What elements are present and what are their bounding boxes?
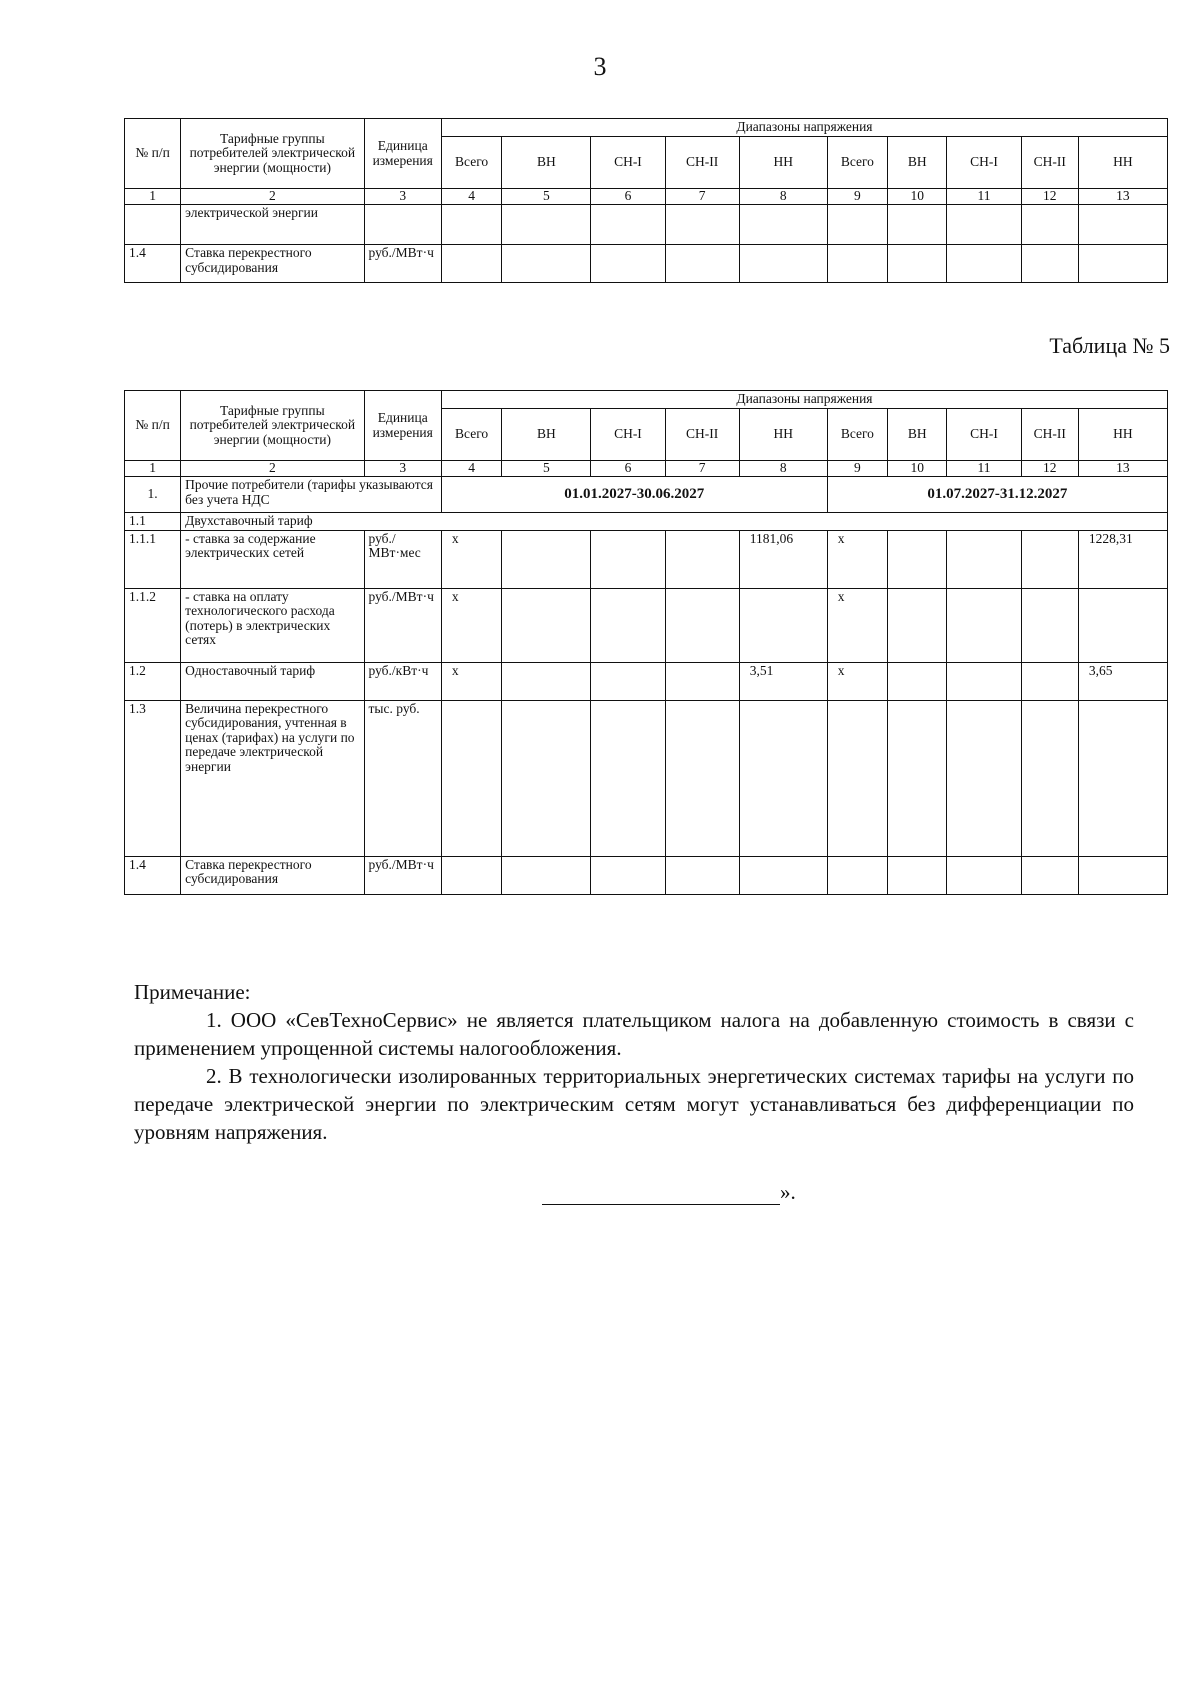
subsection-name: Двухставочный тариф xyxy=(181,513,1168,531)
cell xyxy=(591,700,665,856)
cell xyxy=(502,856,591,894)
column-index: 7 xyxy=(665,189,739,205)
header-col: СН-I xyxy=(947,409,1021,461)
row-unit: руб./МВт·мес xyxy=(364,530,441,588)
subsection-num: 1.1 xyxy=(125,513,181,531)
column-index: 2 xyxy=(181,461,364,477)
row-num: 1.2 xyxy=(125,662,181,700)
row-num: 1.4 xyxy=(125,245,181,283)
header-col: ВН xyxy=(888,137,947,189)
cell: х xyxy=(441,588,501,662)
column-index: 12 xyxy=(1021,189,1078,205)
tariff-table-5 xyxy=(124,390,1168,895)
row-unit: руб./МВт·ч xyxy=(364,856,441,894)
cell xyxy=(441,700,501,856)
cell xyxy=(502,530,591,588)
note-item: 2. В технологически изолированных территориальных энергетических системах тарифы на услуги по передаче электрической энергии по электрическим сетям могут устанавливаться без дифференциации по уровням напряжения. xyxy=(134,1064,1134,1144)
cell xyxy=(665,588,739,662)
header-ranges: Диапазоны напряжения xyxy=(441,119,1167,137)
header-col: ВН xyxy=(502,409,591,461)
table-body xyxy=(125,477,1168,895)
column-index: 11 xyxy=(947,461,1021,477)
cell: х xyxy=(441,662,501,700)
column-index: 5 xyxy=(502,461,591,477)
cell xyxy=(1078,700,1167,856)
section-name: Прочие потребители (тарифы указываются без учета НДС xyxy=(181,477,442,513)
cell xyxy=(739,588,827,662)
column-index: 8 xyxy=(739,189,827,205)
column-index: 1 xyxy=(125,189,181,205)
cell: 1228,31 xyxy=(1078,530,1167,588)
row-num: 1.1.1 xyxy=(125,530,181,588)
column-index: 10 xyxy=(888,189,947,205)
column-index: 5 xyxy=(502,189,591,205)
header-col: СН-II xyxy=(1021,137,1078,189)
column-index: 7 xyxy=(665,461,739,477)
cell xyxy=(665,530,739,588)
cell: х xyxy=(827,662,887,700)
subsection-row xyxy=(125,513,1168,531)
table-row xyxy=(125,205,1168,245)
cell: х xyxy=(827,530,887,588)
row-num xyxy=(125,205,181,245)
header-num: № п/п xyxy=(125,119,181,189)
table-row xyxy=(125,700,1168,856)
closing-mark xyxy=(542,1180,796,1205)
period-first-half: 01.01.2027-30.06.2027 xyxy=(441,477,827,513)
column-index: 11 xyxy=(947,189,1021,205)
cell xyxy=(888,856,947,894)
header-col: Всего xyxy=(441,137,501,189)
column-index: 12 xyxy=(1021,461,1078,477)
cell xyxy=(888,700,947,856)
column-index: 6 xyxy=(591,189,665,205)
column-index: 13 xyxy=(1078,461,1167,477)
header-col: НН xyxy=(739,137,827,189)
cell: х xyxy=(827,588,887,662)
column-index: 9 xyxy=(827,461,887,477)
cell xyxy=(888,662,947,700)
cell xyxy=(441,856,501,894)
row-name: - ставка за содержание электрических сетей xyxy=(181,530,364,588)
header-col: Всего xyxy=(827,409,887,461)
cell xyxy=(947,530,1021,588)
row-name: электрической энергии xyxy=(181,205,364,245)
cell xyxy=(888,588,947,662)
header-group: Тарифные группы потребителей электрической энергии (мощности) xyxy=(181,391,364,461)
closing-quote: ». xyxy=(780,1180,796,1204)
cell xyxy=(1021,700,1078,856)
cell xyxy=(1021,530,1078,588)
header-col: Всего xyxy=(441,409,501,461)
header-col: СН-I xyxy=(947,137,1021,189)
column-index: 10 xyxy=(888,461,947,477)
cell xyxy=(502,700,591,856)
row-unit: тыс. руб. xyxy=(364,700,441,856)
header-block xyxy=(125,391,1168,477)
header-block xyxy=(125,119,1168,205)
column-index: 1 xyxy=(125,461,181,477)
tariff-table-continued xyxy=(124,118,1168,283)
cell: х xyxy=(441,530,501,588)
cell xyxy=(591,588,665,662)
row-num: 1.4 xyxy=(125,856,181,894)
section-num: 1. xyxy=(125,477,181,513)
column-index: 8 xyxy=(739,461,827,477)
column-index: 6 xyxy=(591,461,665,477)
row-unit xyxy=(364,205,441,245)
period-second-half: 01.07.2027-31.12.2027 xyxy=(827,477,1167,513)
cell xyxy=(665,700,739,856)
cell xyxy=(947,700,1021,856)
header-col: Всего xyxy=(827,137,887,189)
table-row xyxy=(125,245,1168,283)
table-body xyxy=(125,205,1168,283)
header-num: № п/п xyxy=(125,391,181,461)
column-index: 4 xyxy=(441,189,501,205)
header-col: ВН xyxy=(502,137,591,189)
table-row xyxy=(125,662,1168,700)
header-col: ВН xyxy=(888,409,947,461)
header-col: НН xyxy=(739,409,827,461)
cell xyxy=(947,856,1021,894)
column-index: 4 xyxy=(441,461,501,477)
cell xyxy=(502,662,591,700)
cell xyxy=(591,530,665,588)
cell xyxy=(1078,856,1167,894)
header-col: СН-II xyxy=(1021,409,1078,461)
column-index: 9 xyxy=(827,189,887,205)
cell: 3,51 xyxy=(739,662,827,700)
cell xyxy=(665,856,739,894)
header-group: Тарифные группы потребителей электрической энергии (мощности) xyxy=(181,119,364,189)
table-caption: Таблица № 5 xyxy=(1049,333,1170,358)
table-row xyxy=(125,856,1168,894)
signature-line xyxy=(542,1182,780,1205)
header-unit: Единица измерения xyxy=(364,391,441,461)
column-index: 3 xyxy=(364,461,441,477)
column-index: 2 xyxy=(181,189,364,205)
cell xyxy=(1021,662,1078,700)
row-num: 1.3 xyxy=(125,700,181,856)
header-ranges: Диапазоны напряжения xyxy=(441,391,1167,409)
header-col: НН xyxy=(1078,409,1167,461)
cell xyxy=(1078,588,1167,662)
cell xyxy=(665,662,739,700)
notes-block xyxy=(134,978,1134,1146)
header-col: СН-I xyxy=(591,137,665,189)
cell xyxy=(827,700,887,856)
row-name: Одноставочный тариф xyxy=(181,662,364,700)
header-col: СН-I xyxy=(591,409,665,461)
cell xyxy=(947,588,1021,662)
cell xyxy=(591,662,665,700)
notes-title: Примечание: xyxy=(134,980,251,1004)
cell xyxy=(502,588,591,662)
cell xyxy=(591,856,665,894)
column-index: 3 xyxy=(364,189,441,205)
header-unit: Единица измерения xyxy=(364,119,441,189)
page-number: 3 xyxy=(593,52,607,81)
row-name: Величина перекрестного субсидирования, учтенная в ценах (тарифах) на услуги по передаче электрической энергии xyxy=(181,700,364,856)
cell xyxy=(947,662,1021,700)
cell xyxy=(1021,588,1078,662)
cell xyxy=(827,856,887,894)
header-col: СН-II xyxy=(665,409,739,461)
column-index: 13 xyxy=(1078,189,1167,205)
cell xyxy=(888,530,947,588)
header-col: СН-II xyxy=(665,137,739,189)
row-name: Ставка перекрестного субсидирования xyxy=(181,856,364,894)
row-name: Ставка перекрестного субсидирования xyxy=(181,245,364,283)
cell: 1181,06 xyxy=(739,530,827,588)
table-row xyxy=(125,530,1168,588)
row-unit: руб./МВт·ч xyxy=(364,245,441,283)
header-col: НН xyxy=(1078,137,1167,189)
row-unit: руб./МВт·ч xyxy=(364,588,441,662)
cell xyxy=(739,856,827,894)
section-row xyxy=(125,477,1168,513)
table-row xyxy=(125,588,1168,662)
row-num: 1.1.2 xyxy=(125,588,181,662)
cell: 3,65 xyxy=(1078,662,1167,700)
row-unit: руб./кВт·ч xyxy=(364,662,441,700)
row-name: - ставка на оплату технологического расхода (потерь) в электрических сетях xyxy=(181,588,364,662)
note-item: 1. ООО «СевТехноСервис» не является плательщиком налога на добавленную стоимость в связи с применением упрощенной системы налогообложения. xyxy=(134,1008,1134,1060)
cell xyxy=(1021,856,1078,894)
cell xyxy=(739,700,827,856)
